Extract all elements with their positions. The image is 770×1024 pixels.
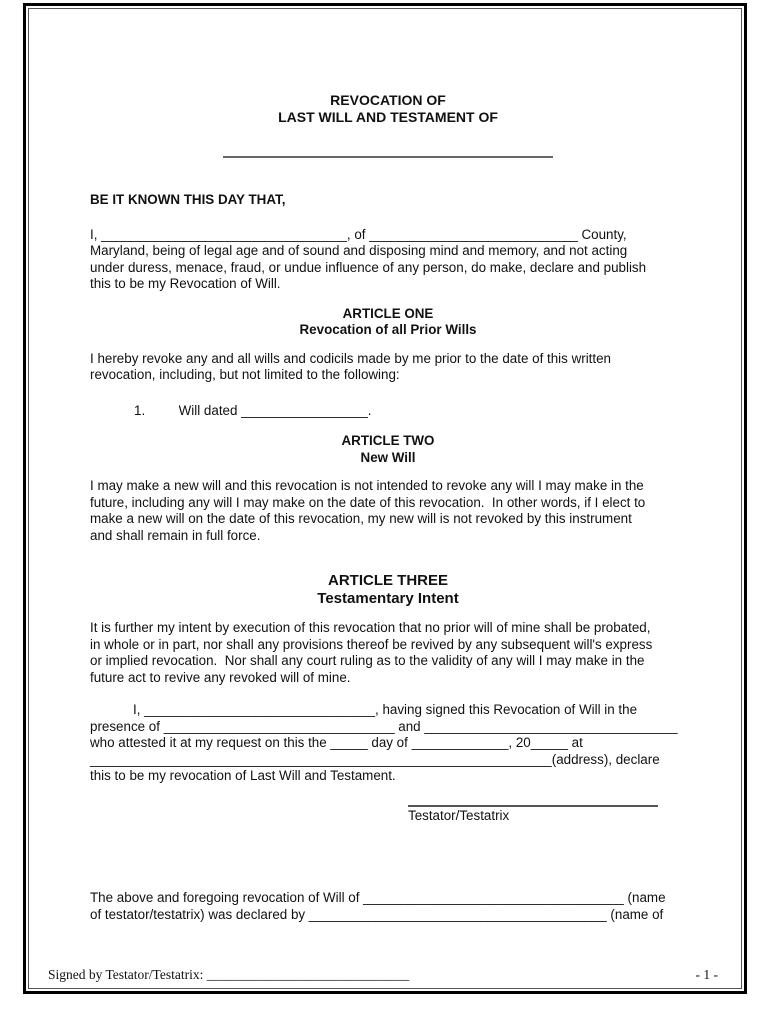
text-line: It is further my intent by execution of this revocation that no prior will of mine shall be probated, [90, 620, 651, 635]
document-title-line-2: LAST WILL AND TESTAMENT OF [278, 109, 498, 125]
text-line: and shall remain in full force. [90, 527, 261, 543]
document-body [26, 6, 744, 991]
article-two-paragraph [90, 478, 686, 544]
text-line: I, _________________________________, of ____________________________ County, [90, 226, 627, 242]
text-line: I may make a new will and this revocation is not intended to revoke any will I may make in the [90, 478, 644, 493]
page-footer [48, 966, 718, 983]
article-one-title: ARTICLE ONE [342, 305, 434, 321]
testator-name-blank-line [223, 156, 553, 158]
footer-signed-by-label: Signed by Testator/Testatrix: ______________________________ [48, 967, 410, 982]
article-two-title: ARTICLE TWO [341, 433, 435, 448]
testator-signature-line [408, 805, 658, 807]
text-line: I hereby revoke any and all wills and codicils made by me prior to the date of this written [90, 350, 612, 366]
text-line: future act to revive any revoked will of mine. [90, 669, 351, 685]
text-line: ______________________________________________________________(address), declare [90, 751, 660, 767]
text-line: this to be my Revocation of Will. [90, 276, 281, 291]
text-line: under duress, menace, fraud, or undue influence of any person, do make, declare and publish [90, 259, 647, 275]
text-line: or implied revocation. Nor shall any court ruling as to the validity of any will I may make in the [90, 653, 645, 668]
document-title-line-1: REVOCATION OF [330, 92, 446, 108]
article-three-paragraph [90, 620, 686, 686]
article-one-heading [90, 306, 686, 339]
testator-signature-label: Testator/Testatrix [408, 807, 510, 823]
footer-page-number: - 1 - [695, 967, 718, 982]
article-one-paragraph [90, 351, 686, 384]
text-line: who attested it at my request on this the _____ day of _____________, 20_____ at [90, 735, 583, 750]
text-line: of testator/testatrix) was declared by ________________________________________ (name of [90, 906, 664, 922]
execution-paragraph [90, 702, 686, 785]
page-border [23, 3, 747, 994]
will-dated-item: 1. Will dated _________________. [134, 402, 372, 418]
article-two-subtitle: New Will [360, 449, 416, 465]
text-line: make a new will on the date of this revocation, my new will is not revoked by this instrument [90, 511, 632, 526]
opening-paragraph [90, 227, 686, 293]
text-line: Maryland, being of legal age and of sound and disposing mind and memory, and not acting [90, 243, 628, 258]
article-two-heading [90, 433, 686, 466]
text-line: in whole or in part, nor shall any provisions thereof be revived by any subsequent will's express [90, 636, 653, 652]
text-line: The above and foregoing revocation of Will of ___________________________________ (name [90, 890, 666, 905]
text-line: I, _______________________________, having signed this Revocation of Will in the [133, 702, 638, 717]
document-title [90, 92, 686, 126]
article-three-title: ARTICLE THREE [328, 572, 448, 589]
text-line: this to be my revocation of Last Will and Testament. [90, 768, 396, 783]
article-one-subtitle: Revocation of all Prior Wills [299, 322, 477, 337]
text-line: future, including any will I may make on the date of this revocation. In other words, if I elect to [90, 494, 646, 510]
attestation-paragraph [90, 890, 686, 923]
article-three-subtitle: Testamentary Intent [317, 590, 459, 607]
text-line: presence of _______________________________ and __________________________________ [90, 718, 678, 734]
intro-heading: BE IT KNOWN THIS DAY THAT, [90, 192, 286, 207]
article-three-heading [90, 572, 686, 608]
text-line: revocation, including, but not limited to the following: [90, 367, 400, 382]
